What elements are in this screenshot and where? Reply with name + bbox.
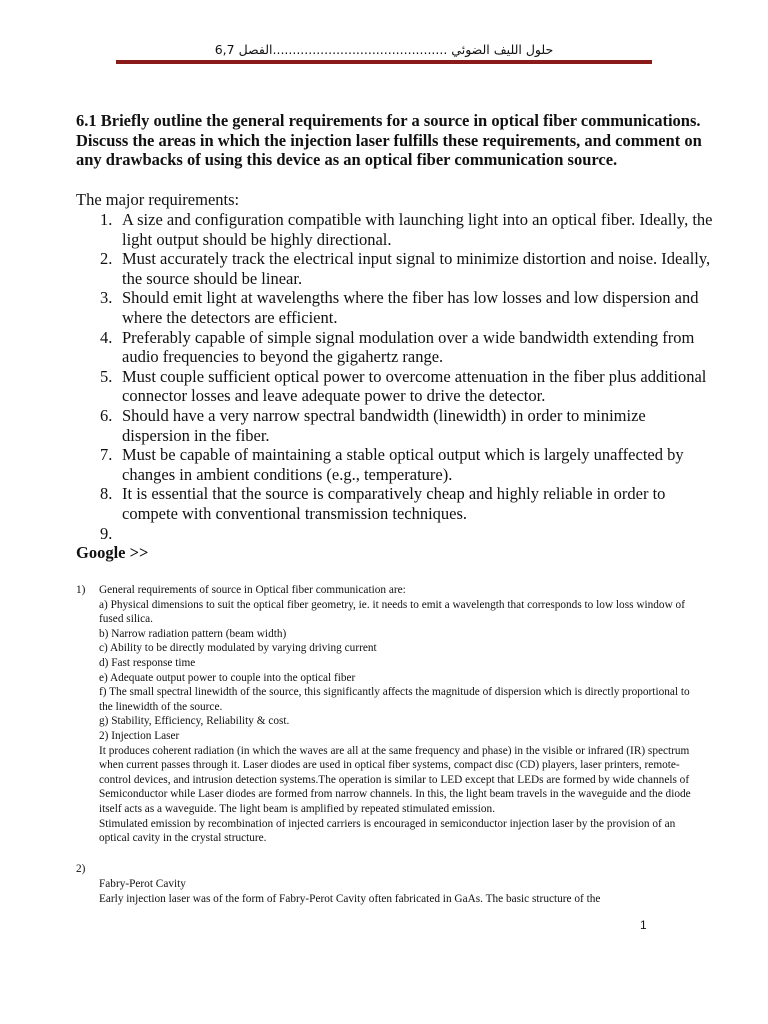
list-item-number: 1. bbox=[100, 210, 113, 229]
list-item-number: 7. bbox=[100, 445, 113, 465]
paragraph: It produces coherent radiation (in which the waves are all at the same frequency and phase) in the visible or infrared (IR) spectrum when current passes through it. Laser diodes are used in optical fiber systems, compact disc (CD) players, laser printers, remote-control devices, and intrusion detection systems.The operation is similar to LED except that LEDs are formed by wide channels of Semiconductor while Laser diodes are formed from narrow channels. In this, the light beam travels in the waveguide and the diode itself acts as a waveguide. The light beam is amplified by repeated stimulated emission. bbox=[99, 744, 691, 815]
paragraph: b) Narrow radiation pattern (beam width) bbox=[99, 627, 287, 640]
list-item bbox=[76, 406, 716, 445]
list-item bbox=[76, 367, 716, 406]
page-header: حلول الليف الضوئي ............................................الفصل 6,7 bbox=[214, 42, 554, 57]
list-item-number: 8. bbox=[100, 484, 113, 504]
list-item bbox=[76, 210, 716, 249]
list-item bbox=[76, 484, 716, 523]
list-item-text: Should emit light at wavelengths where the fiber has low losses and low dispersion and where the detectors are efficient. bbox=[122, 288, 699, 327]
paragraph: g) Stability, Efficiency, Reliability & cost. bbox=[99, 715, 290, 728]
list-item-text: It is essential that the source is comparatively cheap and highly reliable in order to compete with conventional transmission techniques. bbox=[122, 484, 666, 523]
list-item-number: 5. bbox=[100, 366, 113, 386]
list-item bbox=[76, 328, 716, 367]
header-rule bbox=[116, 60, 652, 64]
list-item-text: Must couple sufficient optical power to overcome attenuation in the fiber plus additional connector losses and leave adequate power to drive the detector. bbox=[122, 366, 707, 406]
paragraph: 2) Injection Laser bbox=[99, 729, 180, 742]
list-item-text: Preferably capable of simple signal modulation over a wide bandwidth extending from audio frequencies to beyond the gigahertz range. bbox=[122, 327, 695, 367]
list-item-number: 6. bbox=[100, 405, 113, 425]
list-item bbox=[76, 524, 716, 544]
section-1-number: 1) bbox=[76, 584, 86, 596]
requirements-list bbox=[76, 210, 716, 543]
list-item-number: 3. bbox=[100, 288, 113, 308]
google-heading: Google >> bbox=[76, 543, 149, 562]
list-item bbox=[76, 445, 716, 484]
list-item-number: 4. bbox=[100, 327, 113, 347]
list-item-text: Must be capable of maintaining a stable optical output which is largely unaffected by changes in ambient conditions (e.g., temperature). bbox=[122, 445, 684, 484]
section-2-heading: Fabry-Perot Cavity bbox=[99, 878, 186, 890]
paragraph: General requirements of source in Optical fiber communication are: bbox=[99, 584, 406, 596]
requirements-intro: The major requirements: bbox=[76, 190, 240, 209]
paragraph: e) Adequate output power to couple into the optical fiber bbox=[99, 671, 356, 684]
section-2-number: 2) bbox=[76, 863, 86, 875]
list-item bbox=[76, 249, 716, 288]
list-item-text: A size and configuration compatible with launching light into an optical fiber. Ideally, the light output should be highly directional. bbox=[122, 210, 713, 249]
list-item-number: 9. bbox=[100, 523, 113, 543]
section-1-body bbox=[99, 583, 699, 846]
paragraph: c) Ability to be directly modulated by varying driving current bbox=[99, 642, 377, 655]
list-item-text: Must accurately track the electrical input signal to minimize distortion and noise. Ideally, the source should be linear. bbox=[122, 249, 711, 288]
list-item-number: 2. bbox=[100, 249, 113, 269]
paragraph: d) Fast response time bbox=[99, 656, 196, 669]
paragraph: Stimulated emission by recombination of injected carriers is encouraged in semiconductor injection laser by the provision of an optical cavity in the crystal structure. bbox=[99, 817, 676, 845]
list-item bbox=[76, 288, 716, 327]
list-item-text: Should have a very narrow spectral bandwidth (linewidth) in order to minimize dispersion in the fiber. bbox=[122, 405, 646, 445]
paragraph: f) The small spectral linewidth of the source, this significantly affects the magnitude of dispersion which is directly proportional to the linewidth of the source. bbox=[99, 686, 690, 713]
paragraph: a) Physical dimensions to suit the optical fiber geometry, ie. it needs to emit a wavelength that corresponds to low loss window of fused silica. bbox=[99, 598, 685, 626]
paragraph: Early injection laser was of the form of Fabry-Perot Cavity often fabricated in GaAs. The basic structure of the bbox=[99, 892, 601, 905]
section-2-body bbox=[99, 877, 699, 906]
question-title: 6.1 Briefly outline the general requirements for a source in optical fiber communications. Discuss the areas in which the injection laser fulfills these requirements, and comment on any drawbacks of using this device as an optical fiber communication source. bbox=[76, 111, 702, 170]
page-number: 1 bbox=[640, 918, 647, 932]
